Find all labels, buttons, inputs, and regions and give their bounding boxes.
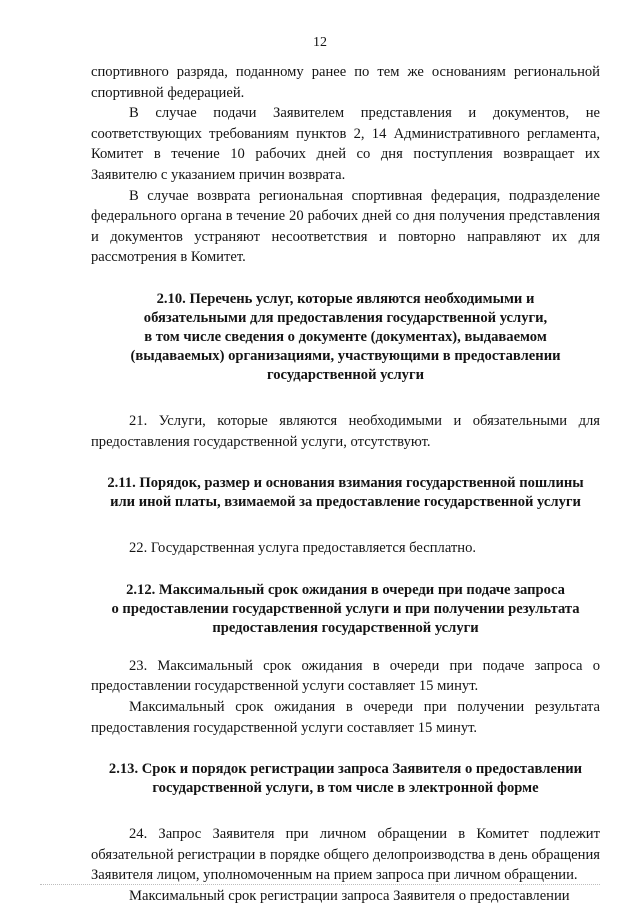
heading-line: 2.10. Перечень услуг, которые являются необходимыми и bbox=[156, 290, 535, 307]
heading-line: в том числе сведения о документе (документах), выдаваемом bbox=[144, 328, 547, 345]
heading-line: 2.11. Порядок, размер и основания взимания государственной пошлины bbox=[107, 475, 584, 492]
paragraph-return-correction: В случае возврата региональная спортивная федерация, подразделение федерального органа в течение 20 рабочих дней со дня получения представления и документов устраняют несоответствия и повторно направляют их для рассмотрения в Комитет. bbox=[91, 187, 600, 266]
page-content bbox=[91, 62, 600, 906]
paragraph-23-result: Максимальный срок ожидания в очереди при получении результата предоставления государственной услуги составляет 15 минут. bbox=[91, 698, 600, 736]
paragraph-continuation: спортивного разряда, поданному ранее по тем же основаниям региональной спортивной федерацией. bbox=[91, 64, 600, 101]
paragraph-22: 22. Государственная услуга предоставляется бесплатно. bbox=[129, 540, 477, 557]
heading-line: обязательными для предоставления государственной услуги, bbox=[143, 309, 548, 326]
heading-line: или иной платы, взимаемой за предоставление государственной услуги bbox=[110, 494, 581, 511]
paragraph-24: 24. Запрос Заявителя при личном обращении в Комитет подлежит обязательной регистрации в порядке общего делопроизводства в день обращения Заявителя лицом, уполномоченным на прием запроса при личном обращении. bbox=[91, 826, 600, 884]
section-heading-2-12 bbox=[91, 581, 600, 638]
paragraph-23: 23. Максимальный срок ожидания в очереди при подаче запроса о предоставлении государственной услуги составляет 15 минут. bbox=[91, 657, 600, 695]
section-heading-2-11 bbox=[91, 474, 600, 512]
heading-line: предоставления государственной услуги bbox=[212, 619, 479, 636]
page-number: 12 bbox=[313, 35, 327, 50]
section-heading-2-10 bbox=[91, 290, 600, 385]
section-heading-2-13 bbox=[91, 760, 600, 798]
scan-artifact-line bbox=[40, 884, 600, 887]
heading-line: 2.12. Максимальный срок ожидания в очереди при подаче запроса bbox=[126, 581, 565, 598]
paragraph-24-term: Максимальный срок регистрации запроса Заявителя о предоставлении bbox=[129, 887, 570, 904]
heading-line: (выдаваемых) организациями, участвующими в предоставлении bbox=[130, 347, 561, 364]
heading-line: о предоставлении государственной услуги и при получении результата bbox=[111, 600, 580, 617]
heading-line: 2.13. Срок и порядок регистрации запроса Заявителя о предоставлении bbox=[108, 761, 583, 778]
heading-line: государственной услуги, в том числе в электронной форме bbox=[152, 780, 539, 797]
heading-line: государственной услуги bbox=[266, 366, 425, 383]
paragraph-21: 21. Услуги, которые являются необходимыми и обязательными для предоставления государственной услуги, отсутствуют. bbox=[91, 412, 600, 450]
paragraph-return-documents: В случае подачи Заявителем представления и документов, не соответствующих требованиям пунктов 2, 14 Административного регламента, Комитет в течение 10 рабочих дней со дня поступления возвращает их Заявителю с указанием причин возврата. bbox=[91, 105, 600, 183]
